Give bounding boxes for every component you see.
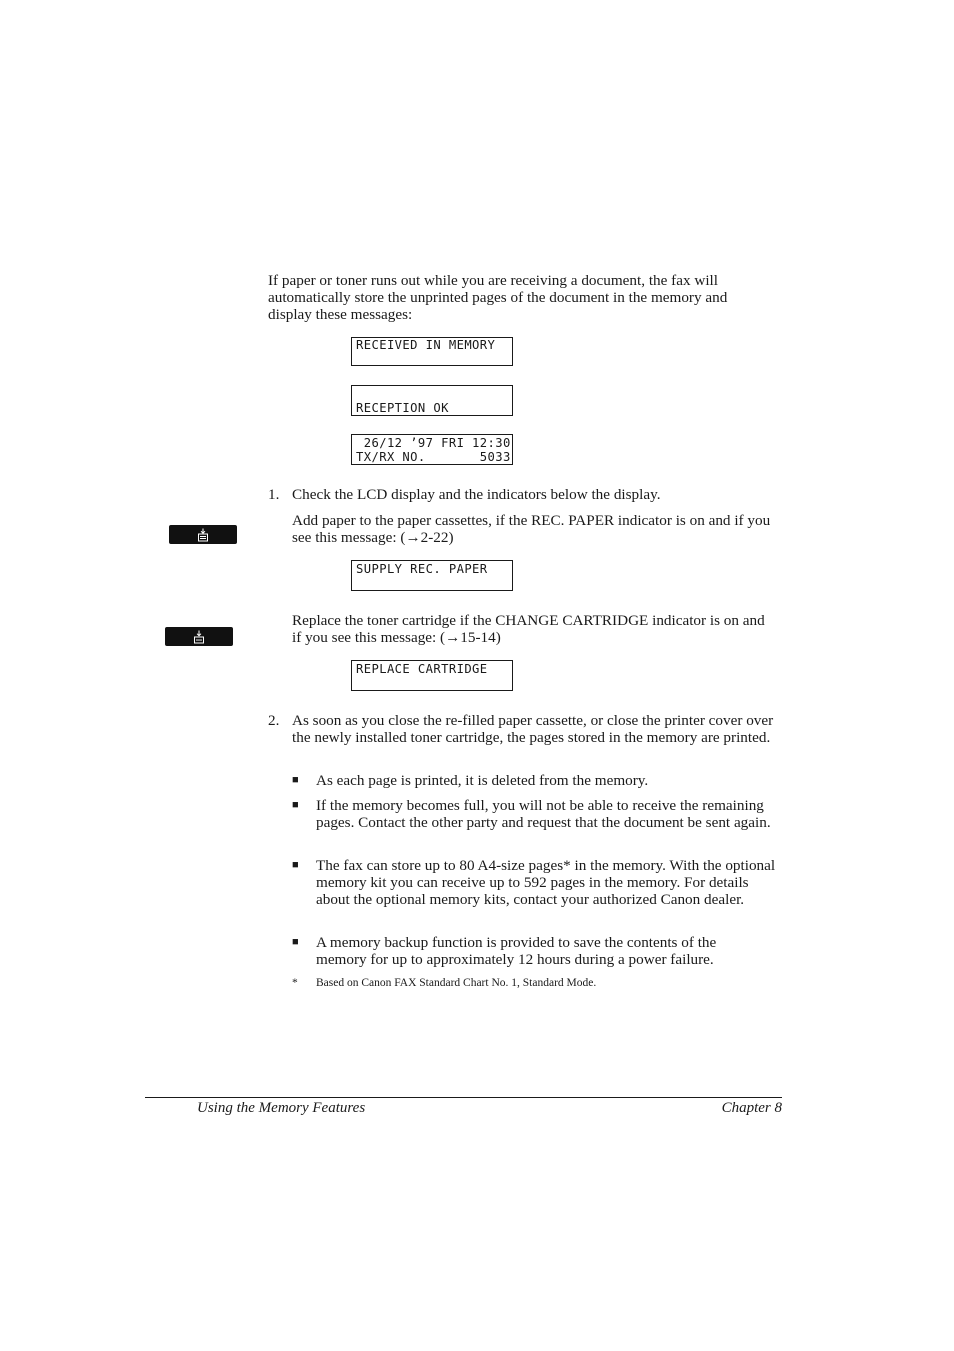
paper-instruction: Add paper to the paper cassettes, if the REC. PAPER indicator is on and if you see this message: (→2-22) (292, 512, 771, 546)
bullet-item: As each page is printed, it is deleted from the memory. (316, 772, 649, 789)
bullet-item: If the memory becomes full, you will not be able to receive the remaining pages. Contact the other party and request that the document be sent again. (316, 797, 771, 831)
bullet-item: The fax can store up to 80 A4-size pages* in the memory. With the optional memory kit you can receive up to 592 pages in the memory. For details about the optional memory kits, contact your authorized Canon dealer. (316, 857, 776, 908)
lcd-replace-cartridge (351, 660, 513, 691)
bullet-marker: ■ (292, 799, 299, 811)
change-cartridge-indicator-icon (192, 630, 206, 644)
lcd-line-2: TX/RX NO. 5033 (356, 450, 511, 464)
lcd-line-2: RECEPTION OK (356, 401, 449, 415)
change-cartridge-indicator (165, 627, 233, 646)
step-2-text: As soon as you close the re-filled paper cassette, or close the printer cover over the newly installed toner cartridge, the pages stored in the memory are printed. (292, 712, 774, 746)
step-1-number: 1. (268, 486, 280, 503)
footer-chapter: Chapter 8 (721, 1100, 782, 1116)
lcd-line-1: RECEIVED IN MEMORY (356, 338, 496, 352)
lcd-line-1: REPLACE CARTRIDGE (356, 662, 488, 676)
lcd-date-time (351, 434, 513, 465)
footnote: Based on Canon FAX Standard Chart No. 1, Standard Mode. (316, 977, 597, 989)
step-2-number: 2. (268, 712, 280, 729)
step-1-text: Check the LCD display and the indicators below the display. (292, 486, 661, 503)
footer-section-title: Using the Memory Features (197, 1100, 366, 1116)
lcd-received-in-memory (351, 337, 513, 366)
rec-paper-indicator-icon (196, 528, 210, 542)
rec-paper-indicator (169, 525, 237, 544)
bullet-marker: ■ (292, 859, 299, 871)
footer-rule (145, 1097, 782, 1098)
lcd-supply-rec-paper (351, 560, 513, 591)
toner-instruction: Replace the toner cartridge if the CHANGE CARTRIDGE indicator is on and if you see this message: (→15-14) (292, 612, 765, 646)
lcd-line-1: SUPPLY REC. PAPER (356, 562, 488, 576)
intro-paragraph: If paper or toner runs out while you are receiving a document, the fax will automatically store the unprinted pages of the document in the memory and display these messages: (268, 272, 728, 323)
footnote-mark: * (292, 977, 298, 989)
lcd-reception-ok (351, 385, 513, 416)
bullet-item: A memory backup function is provided to save the contents of the memory for up to approximately 12 hours during a power failure. (316, 934, 717, 968)
bullet-marker: ■ (292, 936, 299, 948)
bullet-marker: ■ (292, 774, 299, 786)
lcd-line-1: 26/12 ’97 FRI 12:30 (356, 436, 511, 450)
